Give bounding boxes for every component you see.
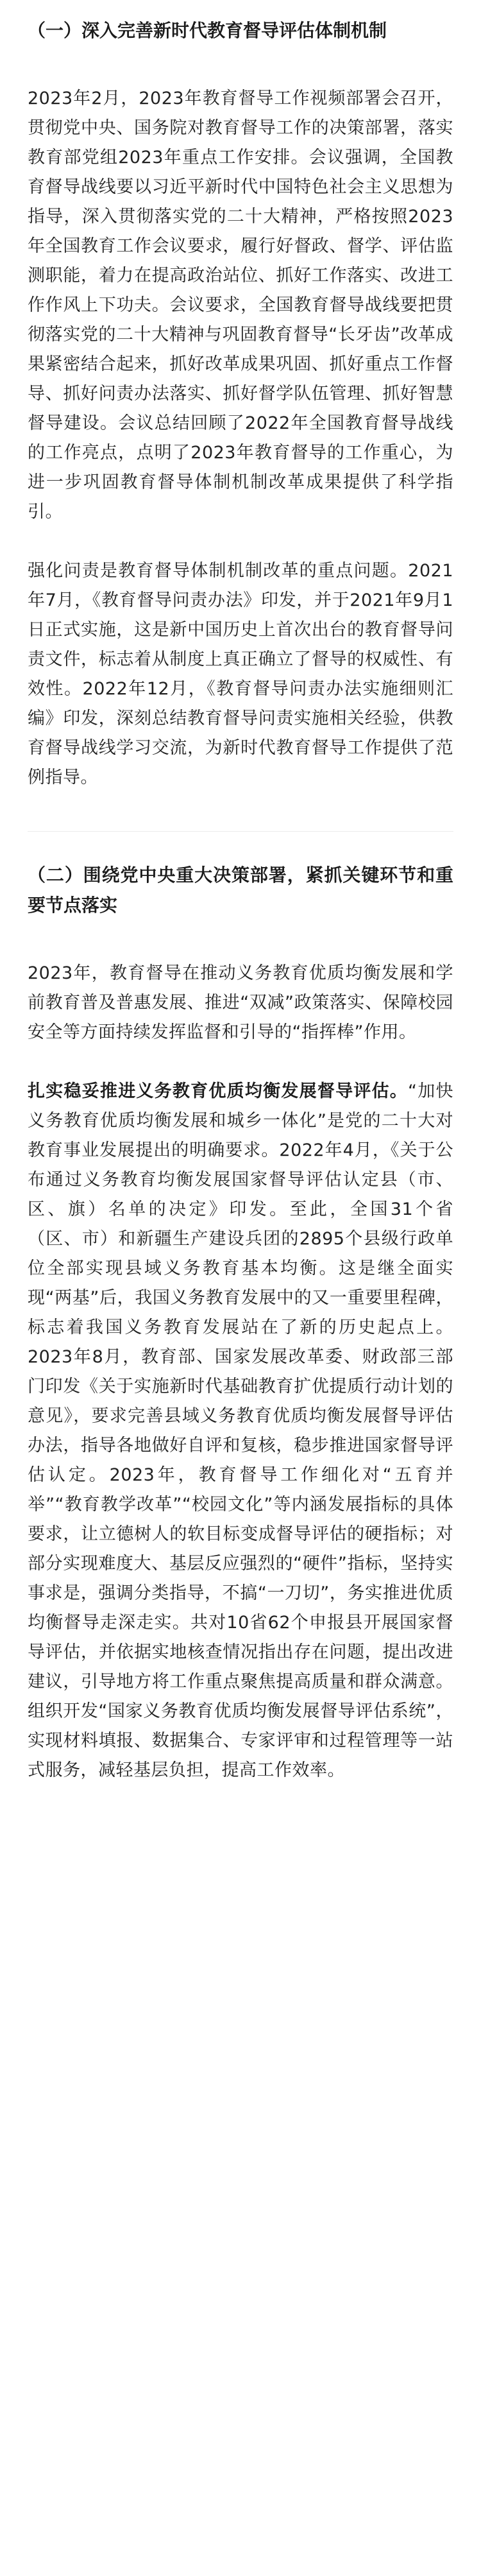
paragraph-work-conference: 2023年2月，2023年教育督导工作视频部署会召开，贯彻党中央、国务院对教育督导工作的决策部署，落实教育部党组2023年重点工作安排。会议强调，全国教育督导战线要以习近平新时代中国特色社会主义思想为指导，深入贯彻落实党的二十大精神，严格按照2023年全国教育工作会议要求，履行好督政、督学、评估监测职能，着力在提高政治站位、抓好工作落实、改进工作作风上下功夫。会议要求，全国教育督导战线要把贯彻落实党的二十大精神与巩固教育督导“长牙齿”改革成果紧密结合起来，抓好改革成果巩固、抓好重点工作督导、抓好问责办法落实、抓好督学队伍管理、抓好智慧督导建设。会议总结回顾了2022年全国教育督导战线的工作亮点，点明了2023年教育督导的工作重心，为进一步巩固教育督导体制机制改革成果提供了科学指引。: [28, 89, 453, 522]
section-divider: [28, 831, 453, 832]
section-heading-2: （二）围绕党中央重大决策部署，紧抓关键环节和重要节点落实: [28, 864, 453, 916]
section-heading-1: （一）深入完善新时代教育督导评估体制机制: [28, 20, 387, 41]
paragraph-balanced-development: [28, 1077, 453, 1785]
paragraph-body-text: “加快义务教育优质均衡发展和城乡一体化”是党的二十大对教育事业发展提出的明确要求。2022年4月，《关于公布通过义务教育均衡发展国家督导评估认定县（市、区、旗）名单的决定》印发。至此，全国31个省（区、市）和新疆生产建设兵团的2895个县级行政单位全部实现县域义务教育基本均衡。这是继全面实现“两基”后，我国义务教育发展中的又一重要里程碑，标志着我国义务教育发展站在了新的历史起点上。2023年8月，教育部、国家发展改革委、财政部三部门印发《关于实施新时代基础教育扩优提质行动计划的意见》，要求完善县域义务教育优质均衡发展督导评估办法，指导各地做好自评和复核，稳步推进国家督导评估认定。2023年，教育督导工作细化对“五育并举”“教育教学改革”“校园文化”等内涵发展指标的具体要求，让立德树人的软目标变成督导评估的硬指标；对部分实现难度大、基层反应强烈的“硬件”指标，坚持实事求是，强调分类指导，不搞“一刀切”，务实推进优质均衡督导走深走实。共对10省62个申报县开展国家督导评估，并依据实地核查情况指出存在问题，提出改进建议，引导地方将工作重点聚焦提高质量和群众满意。组织开发“国家义务教育优质均衡发展督导评估系统”，实现材料填报、数据集合、专家评审和过程管理等一站式服务，减轻基层负担，提高工作效率。: [28, 1081, 453, 1780]
paragraph-overview-2023: 2023年，教育督导在推动义务教育优质均衡发展和学前教育普及普惠发展、推进“双减”政策落实、保障校园安全等方面持续发挥监督和引导的“指挥棒”作用。: [28, 963, 453, 1042]
paragraph-accountability: 强化问责是教育督导体制机制改革的重点问题。2021年7月，《教育督导问责办法》印发，并于2021年9月1日正式实施，这是新中国历史上首次出台的教育督导问责文件，标志着从制度上真正确立了督导的权威性、有效性。2022年12月，《教育督导问责办法实施细则汇编》印发，深刻总结教育督导问责实施相关经验，供教育督导战线学习交流，为新时代教育督导工作提供了范例指导。: [28, 561, 453, 787]
paragraph-lead-text: 扎实稳妥推进义务教育优质均衡发展督导评估。: [28, 1081, 409, 1101]
